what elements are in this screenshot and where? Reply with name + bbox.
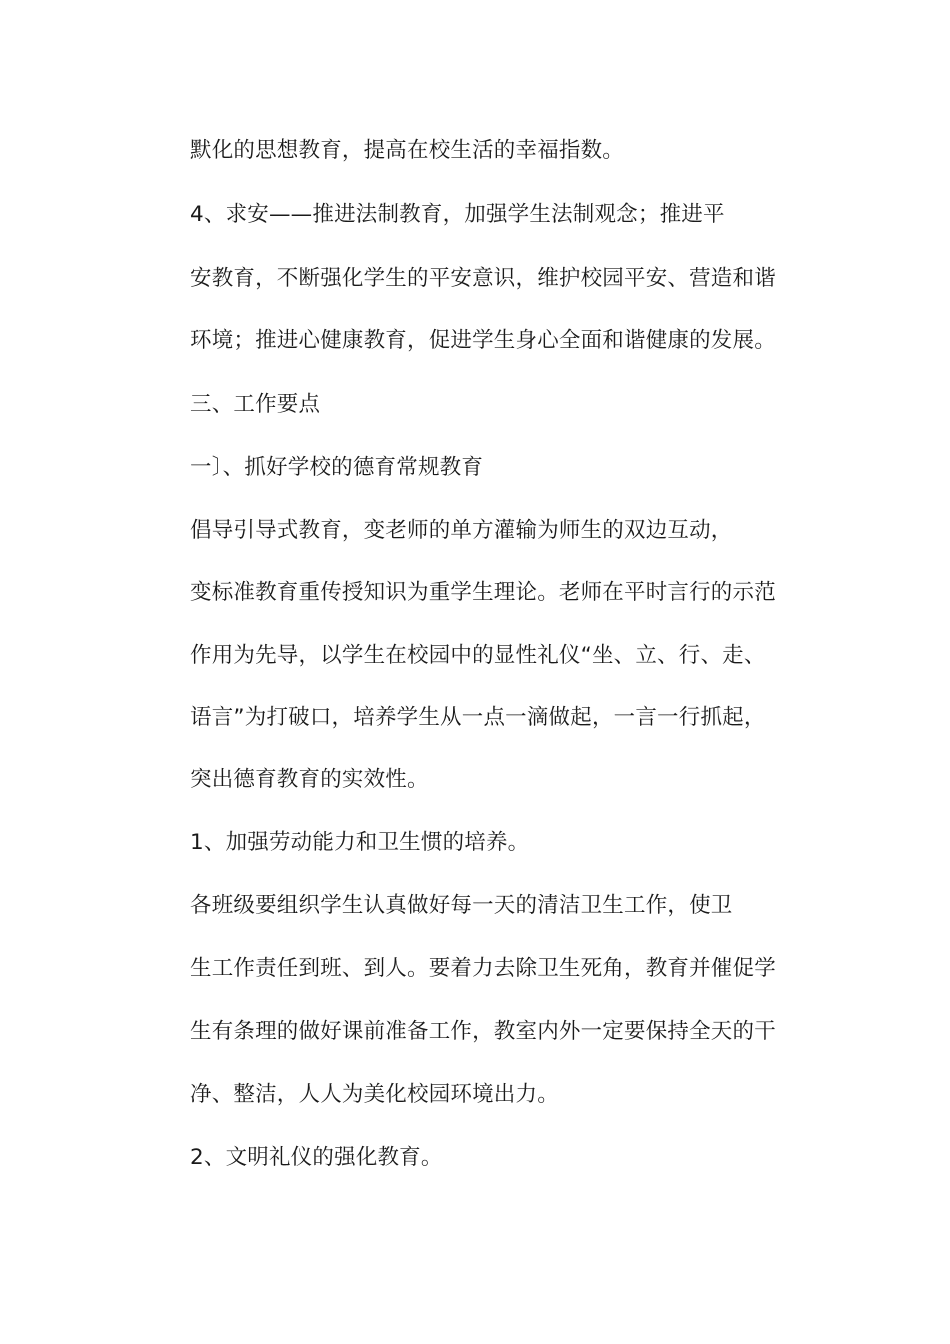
list-item-heading: 1、加强劳动能力和卫生惯的培养。 <box>190 830 530 855</box>
paragraph-line: 4、求安——推进法制教育，加强学生法制观念；推进平 <box>190 202 725 227</box>
paragraph-line: 默化的思想教育，提高在校生活的幸福指数。 <box>190 138 625 163</box>
paragraph-line: 环境；推进心健康教育，促进学生身心全面和谐健康的发展。 <box>190 328 776 353</box>
paragraph-line: 各班级要组织学生认真做好每一天的清洁卫生工作，使卫 <box>190 893 733 918</box>
paragraph-line: 作用为先导，以学生在校园中的显性礼仪“坐、立、行、走、 <box>190 643 766 668</box>
paragraph-line: 突出德育教育的实效性。 <box>190 767 429 792</box>
paragraph-line: 倡导引导式教育，变老师的单方灌输为师生的双边互动， <box>190 518 733 543</box>
paragraph-line: 净、整洁，人人为美化校园环境出力。 <box>190 1082 559 1107</box>
paragraph-line: 语言”为打破口，培养学生从一点一滴做起，一言一行抓起， <box>190 705 766 730</box>
paragraph-line: 生有条理的做好课前准备工作，教室内外一定要保持全天的干 <box>190 1019 776 1044</box>
section-heading: 三、工作要点 <box>190 392 321 417</box>
paragraph-line: 安教育，不断强化学生的平安意识，维护校园平安、营造和谐 <box>190 266 776 291</box>
list-item-heading: 2、文明礼仪的强化教育。 <box>190 1145 443 1170</box>
paragraph-line: 生工作责任到班、到人。要着力去除卫生死角，教育并催促学 <box>190 956 776 981</box>
paragraph-line: 变标准教育重传授知识为重学生理论。老师在平时言行的示范 <box>190 580 776 605</box>
subsection-heading: 一〕、抓好学校的德育常规教育 <box>190 455 484 480</box>
